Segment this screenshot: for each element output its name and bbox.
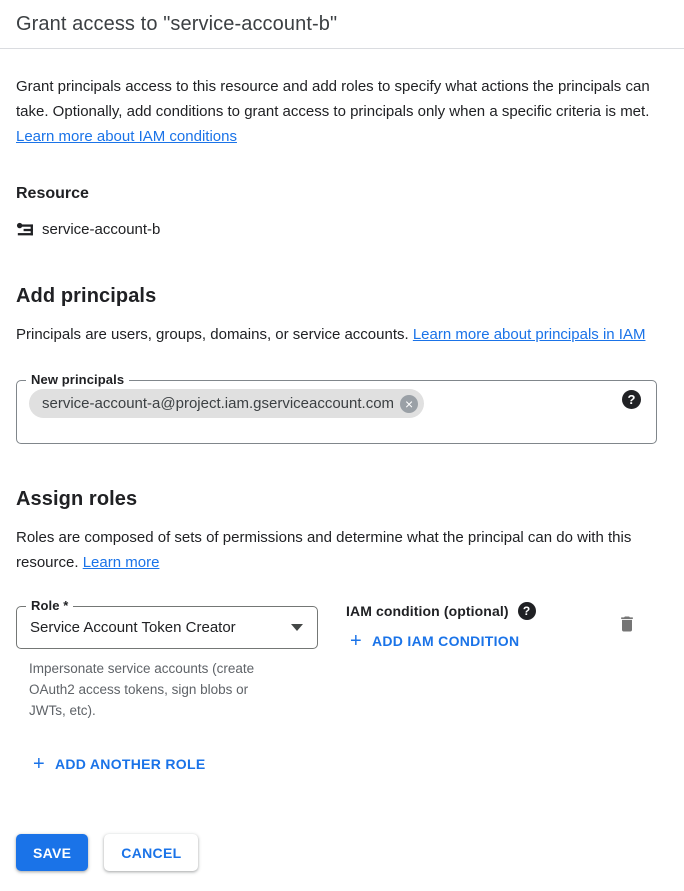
plus-icon: +: [33, 753, 45, 775]
cancel-button[interactable]: CANCEL: [104, 834, 198, 871]
role-row: [16, 598, 668, 721]
help-icon[interactable]: ?: [518, 602, 536, 620]
principals-description: [16, 322, 661, 347]
role-column: [16, 598, 318, 721]
role-select[interactable]: [16, 598, 318, 649]
dialog-content: [0, 74, 684, 871]
new-principals-label: New principals: [26, 372, 129, 387]
chevron-down-icon: [291, 624, 303, 631]
add-another-role-button[interactable]: [33, 753, 206, 775]
service-account-icon: [16, 220, 35, 239]
condition-help-wrapper: [518, 602, 536, 620]
principals-learn-more-link[interactable]: Learn more about principals in IAM: [412, 326, 646, 343]
chip-remove-icon[interactable]: ×: [400, 395, 418, 413]
add-iam-condition-label: ADD IAM CONDITION: [371, 633, 520, 649]
assign-roles-heading: Assign roles: [16, 488, 138, 510]
role-label: Role *: [26, 598, 73, 613]
roles-description: [16, 525, 641, 575]
add-iam-condition-button[interactable]: [350, 630, 520, 652]
iam-conditions-link[interactable]: Learn more about IAM conditions: [16, 128, 237, 145]
condition-label-row: [346, 602, 615, 620]
new-principals-field[interactable]: [16, 372, 657, 444]
delete-role-button[interactable]: [615, 613, 639, 637]
roles-learn-more-link[interactable]: Learn more: [82, 554, 160, 571]
principal-chip: [29, 389, 424, 418]
help-icon[interactable]: ?: [622, 390, 641, 409]
resource-name: service-account-b: [42, 221, 161, 238]
principals-help-wrapper: [622, 390, 641, 409]
roles-description-text: Roles are composed of sets of permissions and determine what the principal can do with this resource.: [16, 529, 632, 571]
principal-chip-value: service-account-a@project.iam.gserviceaccount.com: [42, 395, 395, 412]
dialog-title: Grant access to "service-account-b": [16, 13, 338, 35]
role-value: Service Account Token Creator: [30, 619, 236, 636]
save-button[interactable]: SAVE: [16, 834, 88, 871]
trash-icon: [617, 614, 637, 637]
add-another-role-label: ADD ANOTHER ROLE: [54, 756, 206, 772]
intro-paragraph: [16, 74, 666, 149]
resource-heading: Resource: [16, 185, 89, 202]
principals-description-text: Principals are users, groups, domains, or service accounts.: [16, 326, 413, 343]
dialog-actions: [16, 834, 668, 871]
condition-column: [346, 603, 615, 652]
add-principals-heading: Add principals: [16, 285, 157, 307]
role-helper-text: Impersonate service accounts (create OAuth2 access tokens, sign blobs or JWTs, etc).: [29, 661, 255, 718]
condition-label: IAM condition (optional): [346, 603, 509, 619]
resource-row: [16, 220, 668, 239]
dialog-header: [0, 0, 684, 49]
intro-text: Grant principals access to this resource and add roles to specify what actions the principals can take. Optionally, add conditions to grant access to principals only when a specific criteria is met.: [16, 78, 650, 120]
plus-icon: +: [350, 630, 362, 652]
